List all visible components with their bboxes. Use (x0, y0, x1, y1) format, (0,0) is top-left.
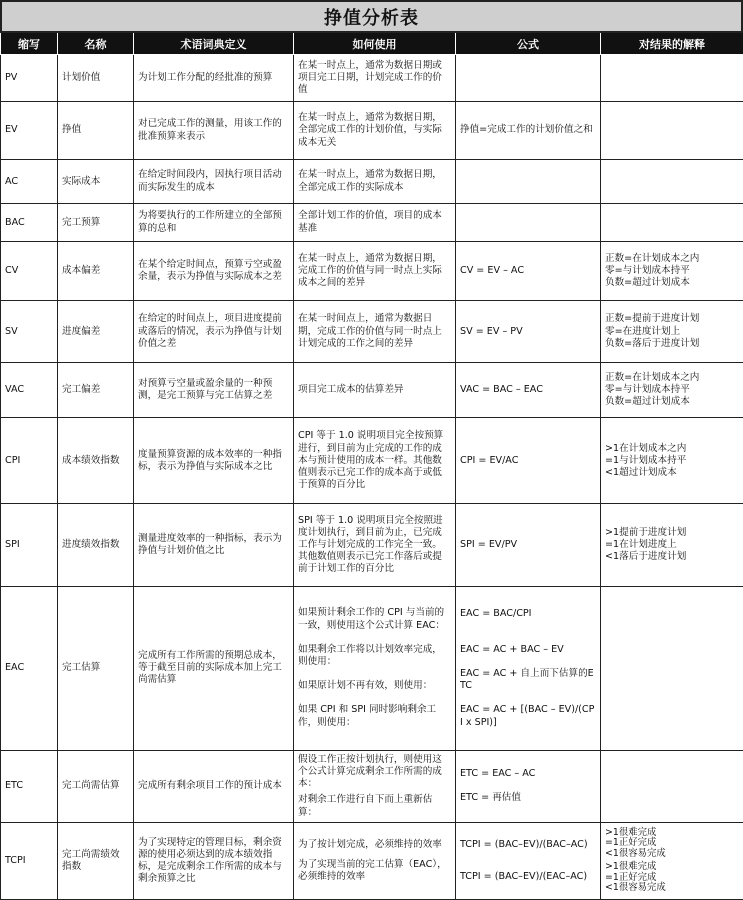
usage-text: 在某一时点上，通常为数据日期，全部完成工作的计划价值，与实际成本无关 (298, 112, 442, 148)
interpretation-line: 正数=在计划成本之内 (605, 252, 700, 264)
cell-interpretation (601, 301, 743, 363)
cell-formula (456, 301, 601, 363)
table-row (1, 55, 743, 102)
cell-formula (456, 363, 601, 418)
cell-abbr: SV (1, 301, 58, 363)
cell-formula (456, 102, 601, 160)
cell-name: 完工尚需估算 (58, 750, 134, 822)
table-row (1, 102, 743, 160)
cell-definition: 在给定时间段内，因执行项目活动而实际发生的成本 (134, 160, 294, 204)
table-row (1, 242, 743, 301)
interpretation-line: <1很容易完成 (605, 882, 666, 894)
formula-text: SPI = EV/PV (460, 538, 518, 550)
cell-name: 挣值 (58, 102, 134, 160)
usage-text: 在某一时间点上，通常为数据日期，完成工作的价值与同一时点上计划完成的工作之间的差异 (298, 313, 442, 349)
cell-name: 进度绩效指数 (58, 504, 134, 586)
cell-interpretation (601, 242, 743, 301)
cell-abbr: ETC (1, 750, 58, 822)
interpretation-line: 负数=超过计划成本 (605, 396, 690, 408)
cell-interpretation (601, 418, 743, 504)
cell-usage (294, 102, 456, 160)
cell-abbr: CV (1, 242, 58, 301)
cell-usage (294, 242, 456, 301)
interpretation-line: <1落后于进度计划 (605, 551, 687, 563)
table-row (1, 204, 743, 242)
cell-definition: 测量进度效率的一种指标，表示为挣值与计划价值之比 (134, 504, 294, 586)
interpretation-line: >1很难完成 (605, 826, 657, 838)
interpretation-line: >1提前于进度计划 (605, 526, 687, 538)
formula-text: CPI = EV/AC (460, 454, 519, 466)
usage-text: 对剩余工作进行自下而上重新估算： (298, 794, 433, 818)
cell-usage (294, 418, 456, 504)
interpretation-line: =1在计划进度上 (605, 538, 677, 550)
header-definition: 术语词典定义 (134, 33, 294, 55)
cell-formula (456, 55, 601, 102)
interpretation-line: <1超过计划成本 (605, 467, 677, 479)
usage-text: 为了按计划完成，必须维持的效率 (298, 838, 442, 850)
cell-formula (456, 242, 601, 301)
formula-text: CV = EV – AC (460, 265, 525, 277)
formula-text: EAC = BAC/CPI (460, 607, 532, 619)
interpretation-line: 零=与计划成本持平 (605, 265, 690, 277)
cell-interpretation (601, 504, 743, 586)
cell-definition: 为计划工作分配的经批准的预算 (134, 55, 294, 102)
formula-text: TCPI = (BAC–EV)/(EAC–AC) (460, 870, 588, 882)
interpretation-line: <1很容易完成 (605, 847, 666, 859)
usage-text: 如果剩余工作将以计划效率完成，则使用： (298, 643, 442, 668)
cell-formula (456, 204, 601, 242)
cell-formula (456, 504, 601, 586)
cell-definition: 在某个给定时间点，预算亏空或盈余量，表示为挣值与实际成本之差 (134, 242, 294, 301)
cell-formula (456, 418, 601, 504)
header-formula: 公式 (456, 33, 601, 55)
usage-text: 全部计划工作的价值，项目的成本基准 (298, 210, 442, 234)
interpretation-line: 正数=提前于进度计划 (605, 313, 700, 325)
cell-usage (294, 750, 456, 822)
cell-definition: 为了实现特定的管理目标，剩余资源的使用必须达到的成本绩效指标，是完成剩余工作所需的成本与剩余预算之比 (134, 822, 294, 899)
formula-text: EAC = AC + [(BAC – EV)/(CPI x SPI)] (460, 704, 595, 728)
cell-definition: 完成所有工作所需的预期总成本，等于截至目前的实际成本加上完工尚需估算 (134, 586, 294, 750)
table-row (1, 586, 743, 750)
cell-usage (294, 301, 456, 363)
interpretation-line: 正数=在计划成本之内 (605, 372, 700, 384)
cell-definition: 在给定的时间点上，项目进度提前或落后的情况，表示为挣值与计划价值之差 (134, 301, 294, 363)
interpretation-line: =1正好完成 (605, 837, 657, 849)
table-row (1, 750, 743, 822)
cell-usage (294, 363, 456, 418)
interpretation-line: 零=与计划成本持平 (605, 384, 690, 396)
cell-abbr: SPI (1, 504, 58, 586)
cell-name: 完工偏差 (58, 363, 134, 418)
cell-name: 成本偏差 (58, 242, 134, 301)
table-row (1, 822, 743, 899)
cell-usage (294, 586, 456, 750)
cell-abbr: TCPI (1, 822, 58, 899)
cell-name: 成本绩效指数 (58, 418, 134, 504)
cell-formula (456, 160, 601, 204)
cell-usage (294, 204, 456, 242)
cell-abbr: PV (1, 55, 58, 102)
cell-usage (294, 822, 456, 899)
usage-text: 假设工作正按计划执行，则使用这个公式计算完成剩余工作所需的成本： (298, 753, 442, 790)
interpretation-line: 零=在进度计划上 (605, 325, 681, 337)
cell-formula (456, 586, 601, 750)
header-row (1, 33, 743, 55)
cell-name: 完工预算 (58, 204, 134, 242)
interpretation-line: >1很难完成 (605, 861, 657, 873)
cell-definition: 完成所有剩余项目工作的预计成本 (134, 750, 294, 822)
usage-text: 如果预计剩余工作的 CPI 与当前的一致，则使用这个公式计算 EAC： (298, 607, 445, 631)
header-interpretation: 对结果的解释 (601, 33, 743, 55)
cell-definition: 对已完成工作的测量，用该工作的批准预算来表示 (134, 102, 294, 160)
cell-interpretation (601, 160, 743, 204)
cell-name: 计划价值 (58, 55, 134, 102)
formula-text: 挣值=完成工作的计划价值之和 (460, 124, 593, 136)
formula-text: SV = EV – PV (460, 325, 523, 337)
table-row (1, 363, 743, 418)
header-usage: 如何使用 (294, 33, 456, 55)
cell-abbr: BAC (1, 204, 58, 242)
cell-interpretation (601, 204, 743, 242)
cell-abbr: EV (1, 102, 58, 160)
usage-text: 为了实现当前的完工估算（EAC），必须维持的效率 (298, 858, 447, 883)
table-row (1, 504, 743, 586)
cell-interpretation (601, 363, 743, 418)
usage-text: 在某一时点上，通常为数据日期，完成工作的价值与同一时点上实际成本之间的差异 (298, 252, 442, 289)
cell-interpretation (601, 750, 743, 822)
interpretation-line: >1在计划成本之内 (605, 442, 687, 454)
cell-usage (294, 160, 456, 204)
cell-name: 进度偏差 (58, 301, 134, 363)
cell-name: 完工估算 (58, 586, 134, 750)
earned-value-table (0, 33, 743, 900)
table-row (1, 160, 743, 204)
cell-abbr: CPI (1, 418, 58, 504)
cell-interpretation (601, 102, 743, 160)
usage-text: 项目完工成本的估算差异 (298, 384, 404, 396)
usage-text: 在某一时点上，通常为数据日期，全部完成工作的实际成本 (298, 169, 442, 193)
usage-text: SPI 等于 1.0 说明项目完全按照进度计划执行，到目前为止，已完成工作与计划完成的工作完全一致。其他数值则表示已完工作落后或提前于计划工作的百分比 (298, 514, 443, 575)
cell-usage (294, 504, 456, 586)
table-row (1, 418, 743, 504)
cell-interpretation (601, 55, 743, 102)
interpretation-line: 负数=超过计划成本 (605, 277, 690, 289)
usage-text: 在某一时点上，通常为数据日期或项目完工日期，计划完成工作的价值 (298, 59, 442, 96)
cell-definition: 对预算亏空量或盈余量的一种预测，是完工预算与完工估算之差 (134, 363, 294, 418)
cell-abbr: EAC (1, 586, 58, 750)
usage-text: 如果原计划不再有效，则使用： (298, 680, 433, 692)
formula-text: ETC = EAC – AC (460, 768, 536, 780)
cell-definition: 为将要执行的工作所建立的全部预算的总和 (134, 204, 294, 242)
formula-text: VAC = BAC – EAC (460, 384, 543, 396)
formula-text: EAC = AC + BAC – EV (460, 643, 564, 655)
table-row (1, 301, 743, 363)
formula-text: TCPI = (BAC–EV)/(BAC–AC) (460, 838, 588, 850)
interpretation-line: =1与计划成本持平 (605, 454, 687, 466)
cell-interpretation (601, 586, 743, 750)
formula-text: EAC = AC + 自上而下估算的ETC (460, 667, 594, 692)
cell-abbr: AC (1, 160, 58, 204)
usage-text: 如果 CPI 和 SPI 同时影响剩余工作，则使用： (298, 704, 437, 728)
cell-formula (456, 750, 601, 822)
interpretation-line: =1正好完成 (605, 871, 657, 883)
cell-name: 实际成本 (58, 160, 134, 204)
cell-formula (456, 822, 601, 899)
cell-usage (294, 55, 456, 102)
usage-text: CPI 等于 1.0 说明项目完全按预算进行，到目前为止完成的工作的成本与预计使用的成本一样。其他数值则表示已完工作的成本高于或低于预算的百分比 (298, 430, 444, 491)
header-abbr: 缩写 (1, 33, 58, 55)
cell-interpretation (601, 822, 743, 899)
interpretation-line: 负数=落后于进度计划 (605, 337, 700, 349)
cell-name: 完工尚需绩效指数 (58, 822, 134, 899)
formula-text: ETC = 再估值 (460, 792, 521, 804)
header-name: 名称 (58, 33, 134, 55)
cell-definition: 度量预算资源的成本效率的一种指标，表示为挣值与实际成本之比 (134, 418, 294, 504)
table-title: 挣值分析表 (0, 0, 743, 33)
cell-abbr: VAC (1, 363, 58, 418)
